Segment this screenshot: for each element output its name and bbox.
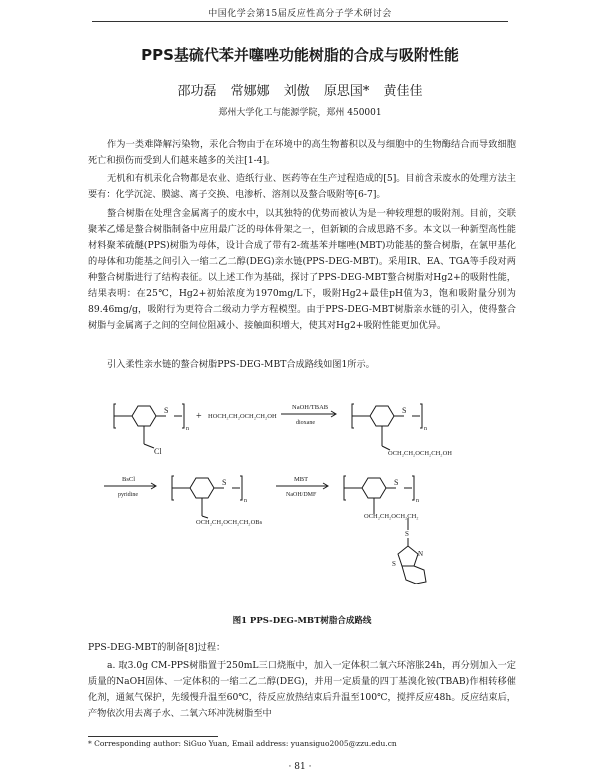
paper-title: PPS基硫代苯并噻唑功能树脂的合成与吸附性能 bbox=[141, 46, 459, 64]
cm-pps-structure bbox=[114, 404, 184, 448]
footnote-rule bbox=[88, 736, 218, 737]
svg-text:OCH₂CH₂OCH₂CH₂: OCH₂CH₂OCH₂CH₂ bbox=[364, 513, 419, 520]
svg-text:OCH₂CH₂OCH₂CH₂OH: OCH₂CH₂OCH₂CH₂OH bbox=[388, 450, 452, 457]
footnote: * Corresponding author: SiGuo Yuan, Email address: yuansiguo2005@zzu.edu.cn bbox=[88, 739, 397, 748]
svg-text:BsCl: BsCl bbox=[122, 476, 136, 483]
svg-text:n: n bbox=[424, 426, 427, 432]
running-header: 中国化学会第15届反应性高分子学术研讨会 bbox=[208, 9, 392, 19]
paragraph-resin: 螯合树脂在处理含金属离子的废水中，以其独特的优势而被认为是一种较理想的吸附剂。目前，交联聚苯乙烯是螯合树脂制备中应用最广泛的母体骨架之一，但新颖的合成思路不多。本文以一种新型高性能材料聚苯硫醚(PPS)树脂为母体，设计合成了带有2-巯基苯并噻唑(MBT)功能基的螯合树脂，在氯甲基化的母体和功能基之间引入一缩二乙二醇(DEG)亲水链(PPS-DEG-MBT)。采用IR、EA、TGA等手段对两种螯合树脂进行了结构表征。以上述工作为基础，探讨了PPS-DEG-MBT螯合树脂对Hg2+的吸附性能，结果表明：在25℃，Hg2+初始浓度为1970mg/L下，吸附Hg2+最佳pH值为3，饱和吸附量分别为89.46mg/g，吸附行为更符合二级动力学方程模型。由于PPS-DEG-MBT树脂亲水链的引入，使得螯合树脂与金属离子之间的空间位阻减小、接触面积增大，使其对Hg2+吸附性能更加优异。 bbox=[88, 208, 516, 331]
page-number: · 81 · bbox=[288, 762, 312, 772]
svg-text:S: S bbox=[394, 478, 399, 487]
header-rule bbox=[92, 21, 508, 22]
svg-text:NaOH/TBAB: NaOH/TBAB bbox=[292, 404, 329, 411]
svg-text:S: S bbox=[392, 560, 396, 568]
svg-text:dioxane: dioxane bbox=[296, 420, 315, 426]
paragraph-treatment: 无机和有机汞化合物都是农业、造纸行业、医药等在生产过程造成的[5]。目前含汞废水的处理方法主要有：化学沉淀、膜滤、离子交换、电渗析、溶剂以及螯合吸附等[6-7]。 bbox=[88, 173, 516, 200]
svg-text:N: N bbox=[418, 550, 424, 558]
pps-deg-mbt-structure bbox=[344, 476, 426, 584]
svg-text:pyridine: pyridine bbox=[118, 492, 138, 498]
svg-text:n: n bbox=[244, 498, 247, 504]
author-list: 邵功磊 常娜娜 刘傲 原思国* 黄佳佳 bbox=[177, 84, 423, 99]
svg-text:Cl: Cl bbox=[154, 447, 162, 456]
svg-text:n: n bbox=[186, 426, 189, 432]
section-heading: PPS-DEG-MBT的制备[8]过程： bbox=[88, 642, 226, 653]
pps-deg-bs-structure bbox=[172, 476, 242, 518]
figure-caption: 图1 PPS-DEG-MBT树脂合成路线 bbox=[232, 616, 372, 626]
paragraph-route: 引入柔性亲水链的螯合树脂PPS-DEG-MBT合成路线如图1所示。 bbox=[107, 359, 375, 370]
svg-text:+: + bbox=[196, 411, 202, 422]
svg-text:S: S bbox=[164, 406, 169, 415]
affiliation: 郑州大学化工与能源学院，郑州 450001 bbox=[218, 108, 382, 118]
pps-deg-structure bbox=[352, 404, 422, 450]
synthesis-scheme bbox=[96, 384, 516, 584]
svg-text:HOCH₂CH₂OCH₂CH₂OH: HOCH₂CH₂OCH₂CH₂OH bbox=[208, 413, 277, 420]
paragraph-intro: 作为一类难降解污染物，汞化合物由于在环境中的高生物蓄积以及与细胞中的生物酶结合而导致细胞死亡和损伤而受到人们越来越多的关注[1-4]。 bbox=[88, 139, 516, 166]
svg-text:S: S bbox=[405, 530, 409, 538]
svg-text:NaOH/DMF: NaOH/DMF bbox=[286, 492, 317, 498]
svg-text:S: S bbox=[222, 478, 227, 487]
svg-text:OCH₂CH₂OCH₂CH₂OBs: OCH₂CH₂OCH₂CH₂OBs bbox=[196, 519, 263, 526]
paragraph-step-a: a. 取3.0g CM-PPS树脂置于250mL三口烧瓶中，加入一定体积二氧六环溶胀24h，再分别加入一定质量的NaOH固体、一定体积的一缩二乙二醇(DEG)，并用一定质量的四丁基溴化铵(TBAB)作相转移催化剂，通氮气保护，先缓慢升温至60℃，待反应放热结束后升温至100℃，搅拌反应48h。反应结束后，产物依次用去离子水、二氧六环冲洗树脂至中 bbox=[88, 660, 516, 719]
svg-text:S: S bbox=[402, 406, 407, 415]
svg-text:n: n bbox=[416, 498, 419, 504]
svg-text:MBT: MBT bbox=[294, 476, 309, 483]
